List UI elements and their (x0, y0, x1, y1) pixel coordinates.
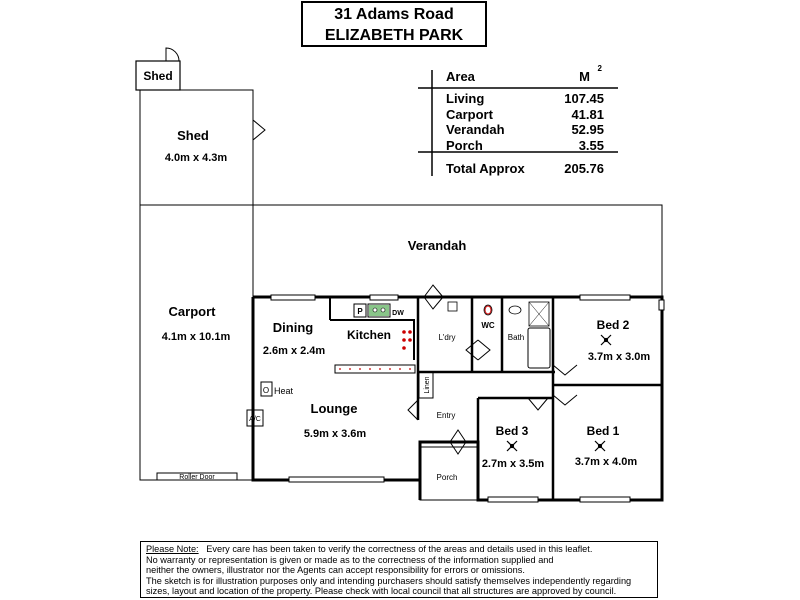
area-total-label: Total Approx (446, 161, 525, 176)
label-verandah: Verandah (407, 238, 467, 253)
shed-outline (140, 90, 253, 205)
area-header-unit-sup: 2 (597, 64, 602, 73)
disclaimer-line: neither the owners, illustrator nor the Agents can accept responsibility for errors or omissions. (146, 565, 525, 576)
door-swing (450, 430, 466, 442)
address-suburb: ELIZABETH PARK (324, 27, 464, 44)
label-roller-door: Roller Door (179, 474, 215, 481)
area-row-label: Verandah (446, 122, 505, 137)
area-header-unit: M (579, 69, 590, 84)
area-row-value: 3.55 (578, 138, 604, 153)
area-row-label: Carport (446, 107, 493, 122)
area-row-label: Porch (446, 138, 483, 153)
disclaimer-text: Every care has been taken to verify the correctness of the areas and details used in this leaflet. (206, 544, 593, 554)
disclaimer-heading: Please Note: (146, 544, 199, 554)
disclaimer-line (146, 544, 652, 555)
area-row-value: 41.81 (571, 107, 604, 122)
door-swing (253, 120, 265, 140)
door-swing (450, 442, 466, 454)
ceiling-fan-icon (595, 441, 605, 451)
window (580, 295, 630, 300)
label-laundry: L'dry (438, 333, 456, 342)
area-header-label: Area (446, 69, 475, 84)
label-bed2-size: 3.7m x 3.0m (587, 351, 651, 363)
window (659, 300, 664, 310)
area-row-value: 107.45 (564, 91, 604, 106)
label-pantry: P (357, 307, 363, 316)
label-bed2: Bed 2 (596, 318, 630, 332)
label-carport-size: 4.1m x 10.1m (161, 331, 231, 343)
label-small-shed: Shed (143, 69, 173, 83)
label-dishwasher: DW (392, 310, 404, 317)
label-bed3: Bed 3 (495, 424, 529, 438)
door-swings (166, 48, 577, 454)
label-bed1: Bed 1 (586, 424, 620, 438)
laundry-trough (448, 302, 457, 311)
area-row-label: Living (446, 91, 485, 106)
kitchen-island (335, 365, 415, 373)
label-bed1-size: 3.7m x 4.0m (574, 456, 638, 468)
ceiling-fan-icon (601, 335, 611, 345)
disclaimer-line: No warranty or representation is given or made as to the correctness of the information supplied and (146, 554, 554, 565)
area-total-value: 205.76 (564, 161, 604, 176)
label-heat: Heat (274, 386, 294, 396)
vanity-basin (509, 306, 521, 314)
disclaimer-line: The sketch is for illustration purposes only and intending purchasers should satisfy themselves independently regarding (146, 575, 632, 586)
window (580, 497, 630, 502)
area-row-value: 52.95 (571, 122, 604, 137)
cooktop-icon (402, 330, 412, 350)
island-dots (339, 368, 411, 370)
label-dining-size: 2.6m x 2.4m (262, 345, 326, 357)
door-swing (553, 395, 577, 405)
bathtub (528, 328, 550, 368)
label-wc: WC (481, 321, 495, 330)
window (289, 477, 384, 482)
label-dining: Dining (272, 320, 314, 335)
address-street: 31 Adams Road (334, 6, 454, 23)
label-lounge-size: 5.9m x 3.6m (303, 428, 367, 440)
disclaimer-line: sizes, layout and location of the property. Please check with local council that all structures are approved by council. (146, 586, 617, 597)
window (488, 497, 538, 502)
label-entry: Entry (436, 411, 456, 420)
heater-symbol: O (262, 386, 270, 395)
door-swing (408, 400, 418, 420)
door-swing (424, 297, 443, 309)
label-bed3-size: 2.7m x 3.5m (481, 458, 545, 470)
door-swing (478, 340, 490, 360)
label-carport: Carport (168, 304, 216, 319)
door-swing (166, 48, 179, 61)
disclaimer-note (140, 541, 658, 598)
label-lounge: Lounge (310, 401, 358, 416)
door-swing (528, 398, 548, 410)
label-porch: Porch (436, 473, 458, 482)
door-swing (424, 285, 443, 297)
window (370, 295, 398, 300)
label-shed-size: 4.0m x 4.3m (164, 152, 228, 164)
label-kitchen: Kitchen (346, 328, 392, 342)
stove-icon (369, 305, 389, 316)
ceiling-fan-icon (507, 441, 517, 451)
label-ac: A/C (249, 416, 261, 423)
label-linen: Linen (424, 376, 431, 394)
door-swing (553, 365, 577, 375)
label-bath: Bath (507, 333, 525, 342)
window (271, 295, 315, 300)
label-shed: Shed (177, 128, 209, 143)
